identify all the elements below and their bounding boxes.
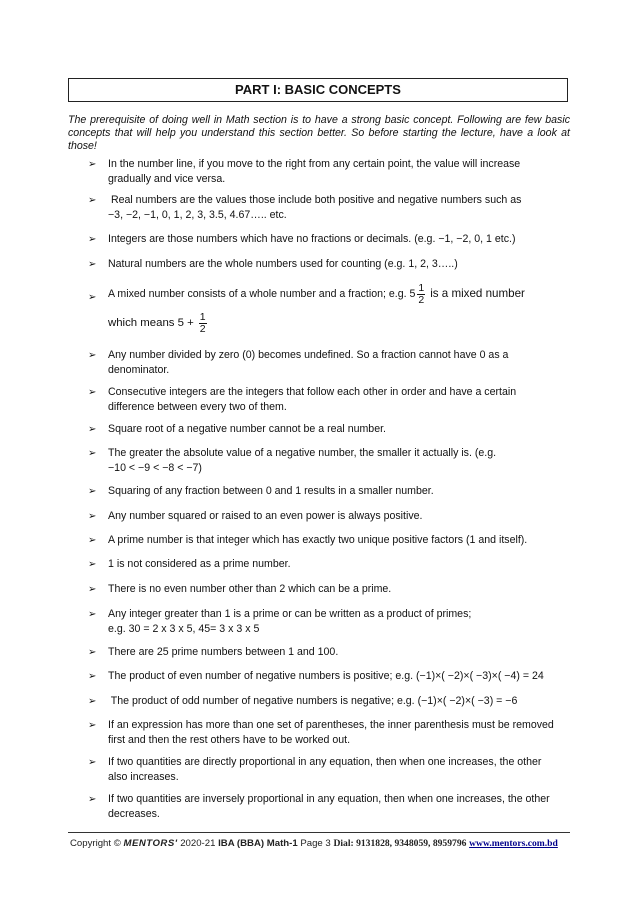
brand-logo-text: MENTORS' [123, 838, 178, 849]
list-item-text: The product of odd number of negative numbers is negative; e.g. (−1)×( −2)×( −3) = −6 [108, 695, 518, 707]
list-item [88, 385, 570, 415]
list-item-text: The product of even number of negative numbers is positive; e.g. (−1)×( −2)×( −3)×( −4) = 24 [108, 670, 544, 682]
arrow-bullet-icon: ➢ [88, 511, 97, 522]
list-item-text: Squaring of any fraction between 0 and 1 results in a smaller number. [108, 485, 434, 497]
arrow-bullet-icon: ➢ [88, 448, 97, 459]
arrow-bullet-icon: ➢ [88, 671, 97, 682]
list-item [88, 232, 570, 247]
list-item [88, 557, 570, 572]
page-footer [70, 838, 570, 849]
list-item-text: first and then the rest others have to be worked out. [108, 734, 351, 746]
arrow-bullet-icon: ➢ [88, 647, 97, 658]
list-item [88, 792, 570, 822]
fraction: $\frac{1}{2}$ [418, 281, 425, 306]
list-item [88, 582, 570, 597]
arrow-bullet-icon: ➢ [88, 234, 97, 245]
arrow-bullet-icon: ➢ [88, 757, 97, 768]
list-item-text: The greater the absolute value of a negative number, the smaller it actually is. (e.g. [108, 447, 497, 459]
list-item-text: is a mixed number [430, 287, 525, 300]
list-item-text: e.g. 30 = 2 x 3 x 5, 45= 3 x 3 x 5 [108, 623, 260, 635]
footer-website-link[interactable]: www.mentors.com.bd [469, 838, 558, 849]
list-item [88, 348, 570, 378]
list-item-text: Integers are those numbers which have no fractions or decimals. (e.g. −1, −2, 0, 1 etc.) [108, 233, 516, 245]
list-item-text: If an expression has more than one set of parentheses, the inner parenthesis must be removed [108, 719, 554, 731]
list-item [88, 193, 570, 223]
arrow-bullet-icon: ➢ [88, 535, 97, 546]
arrow-bullet-icon: ➢ [88, 609, 97, 620]
footer-dial: Dial: 9131828, 9348059, 8959796 [333, 838, 467, 849]
list-item-text: Square root of a negative number cannot be a real number. [108, 423, 386, 435]
list-item-text: −3, −2, −1, 0, 1, 2, 3, 3.5, 4.67….. etc. [108, 209, 287, 221]
list-item-text: In the number line, if you move to the right from any certain point, the value will increase [108, 158, 521, 170]
footer-course: IBA (BBA) Math-1 [218, 838, 298, 849]
list-item-text: gradually and vice versa. [108, 173, 226, 185]
arrow-bullet-icon: ➢ [88, 559, 97, 570]
arrow-bullet-icon: ➢ [88, 195, 97, 206]
footer-year: 2020-21 [177, 838, 219, 849]
list-item-text: If two quantities are directly proportional in any equation, then when one increases, the other [108, 756, 542, 768]
arrow-bullet-icon: ➢ [88, 292, 97, 303]
list-item-text: Any integer greater than 1 is a prime or can be written as a product of primes; [108, 608, 472, 620]
list-item-text: Any number squared or raised to an even power is always positive. [108, 510, 423, 522]
list-item-text: There are 25 prime numbers between 1 and 100. [108, 646, 339, 658]
arrow-bullet-icon: ➢ [88, 584, 97, 595]
list-item-text: A mixed number consists of a whole number and a fraction; e.g. 5 [108, 288, 416, 300]
list-item [88, 755, 570, 785]
footer-divider [68, 832, 570, 833]
arrow-bullet-icon: ➢ [88, 794, 97, 805]
arrow-bullet-icon: ➢ [88, 350, 97, 361]
list-item [88, 718, 570, 748]
list-item-text: Consecutive integers are the integers that follow each other in order and have a certain [108, 386, 517, 398]
list-item-text: Any number divided by zero (0) becomes undefined. So a fraction cannot have 0 as a [108, 349, 509, 361]
list-item [88, 645, 570, 660]
arrow-bullet-icon: ➢ [88, 720, 97, 731]
list-item [88, 446, 570, 476]
list-item-text: 1 is not considered as a prime number. [108, 558, 291, 570]
list-item [88, 669, 570, 684]
list-item [88, 509, 570, 524]
list-item [88, 484, 570, 499]
list-item [88, 157, 570, 187]
list-item-text: A prime number is that integer which has exactly two unique positive factors (1 and itself). [108, 534, 528, 546]
list-item [88, 282, 570, 336]
list-item-text: Natural numbers are the whole numbers used for counting (e.g. 1, 2, 3…..) [108, 258, 458, 270]
list-item-text: decreases. [108, 808, 160, 820]
intro-paragraph: The prerequisite of doing well in Math section is to have a strong basic concept. Following are few basic concepts that will help you understand this section better. So before starting the lecture, have a look at those! [68, 114, 570, 153]
list-item-text: −10 < −9 < −8 < −7) [108, 462, 202, 474]
list-item-text: which means 5 + [108, 317, 194, 329]
list-item [88, 607, 570, 637]
list-item [88, 257, 570, 272]
arrow-bullet-icon: ➢ [88, 159, 97, 170]
arrow-bullet-icon: ➢ [88, 696, 97, 707]
arrow-bullet-icon: ➢ [88, 259, 97, 270]
arrow-bullet-icon: ➢ [88, 486, 97, 497]
footer-page-number: Page 3 [297, 838, 334, 849]
arrow-bullet-icon: ➢ [88, 424, 97, 435]
list-item-text: also increases. [108, 771, 179, 783]
list-item-text: Real numbers are the values those include both positive and negative numbers such as [108, 194, 522, 206]
list-item-text: There is no even number other than 2 which can be a prime. [108, 583, 392, 595]
list-item-text: denominator. [108, 364, 170, 376]
list-item [88, 694, 570, 709]
list-item [88, 422, 570, 437]
fraction: $\frac{1}{2}$ [199, 310, 206, 335]
list-item [88, 533, 570, 548]
footer-copyright: Copyright © [70, 838, 124, 849]
list-item-text: If two quantities are inversely proportional in any equation, then when one increases, the other [108, 793, 550, 805]
list-item-text: difference between every two of them. [108, 401, 287, 413]
section-title: PART I: BASIC CONCEPTS [68, 78, 568, 102]
arrow-bullet-icon: ➢ [88, 387, 97, 398]
